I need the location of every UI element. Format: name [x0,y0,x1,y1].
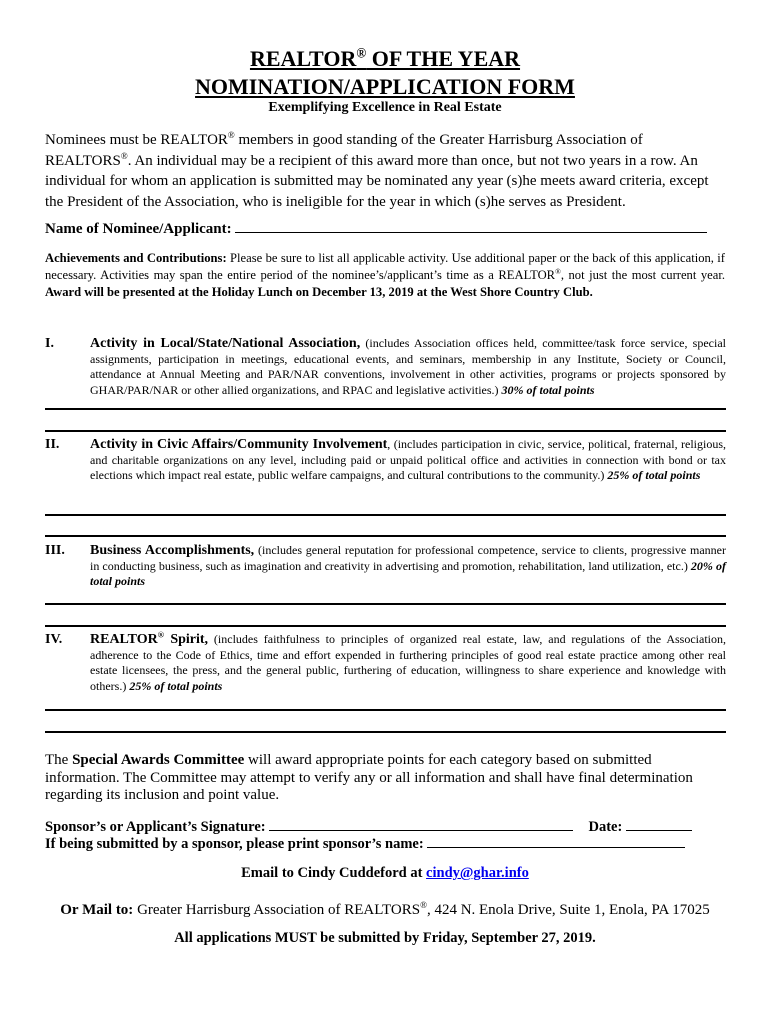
answer-line[interactable] [45,709,726,711]
section-description: Business Accomplishments, (includes general reputation for professional competence, service to clients, progressive manner in conducting business, such as imagination and creativity in advertising and promotion, rehabilitation, land utilization, etc.) 20% of total points [90,543,727,588]
sponsor-name-field[interactable] [427,833,685,848]
section-number: II. [45,437,60,452]
section-number: III. [45,543,65,558]
answer-line[interactable] [45,731,726,733]
date-label: Date: [588,819,623,835]
sponsor-name-label: If being submitted by a sponsor, please print sponsor’s name: [45,836,424,852]
answer-line[interactable] [45,625,726,627]
section-description: Activity in Civic Affairs/Community Involvement, (includes participation in civic, service, political, fraternal, religious, and charitable organizations on any level, including paid or unpaid political office and activities in connection with bond or tax elections which impact real estate, public welfare campaigns, and cultural contributions to the community.) 25% of total points [90,437,726,482]
section-points: 20% of total points [90,558,727,588]
submission-deadline: All applications MUST be submitted by Friday, September 27, 2019. [174,930,596,946]
nominee-name-label: Name of Nominee/Applicant: [45,221,232,237]
email-instruction: Email to Cindy Cuddeford at cindy@ghar.info [241,865,529,881]
eligibility-paragraph: Nominees must be REALTOR® members in good standing of the Greater Harrisburg Association of REALTORS®. An individual may be a recipient of this award more than once, but not two years in a row. An individual for whom an application is submitted may be nominated any year (s)he meets award criteria, except the President of the Association, who is ineligible for the year in which (s)he serves as President. [45,130,709,210]
registered-mark: ® [356,45,367,61]
answer-line[interactable] [45,430,726,432]
answer-line[interactable] [45,603,726,605]
date-field[interactable] [626,816,692,831]
nominee-name-row [45,218,725,238]
section-points: 25% of total points [607,468,701,482]
section-description: Activity in Local/State/National Association, (includes Association offices held, committee/task force service, special assignments, participation in meetings, educational events, and seminars, membership in any Institute, Society or Council, attendance at Annual Meeting and PAR/NAR conventions, involvement in other activities, programs or projects sponsored by GHAR/PAR/NAR or other allied organizations, and RPAC and legislative activities.) 30% of total points [90,336,727,397]
mail-instruction: Or Mail to: Greater Harrisburg Association of REALTORS®, 424 N. Enola Drive, Suite 1, Enola, PA 17025 [60,900,710,918]
section-description: REALTOR® Spirit, (includes faithfulness to principles of organized real estate, law, and regulations of the Association, adherence to the Code of Ethics, time and effort expended in furthering principles of good real estate practice among other real estate licensees, the press, and the general public, furthering of education, willingness to share experience and knowledge with others.) 25% of total points [90,630,726,693]
form-title-line1: REALTOR® OF THE YEAR [249,45,521,71]
section-number: IV. [45,632,63,647]
answer-line[interactable] [45,408,726,410]
form-subtitle: Exemplifying Excellence in Real Estate [268,100,502,115]
answer-line[interactable] [45,535,726,537]
sponsor-name-row [45,833,725,853]
award-presentation-note: Award will be presented at the Holiday Lunch on December 13, 2019 at the West Shore Country Club. [45,285,593,299]
section-number: I. [45,336,54,351]
email-link[interactable]: cindy@ghar.info [426,865,529,881]
form-title-line2: NOMINATION/APPLICATION FORM [195,74,575,99]
section-points: 30% of total points [501,382,595,397]
committee-paragraph: The Special Awards Committee will award appropriate points for each category based on submitted information. The Committee may attempt to verify any or all information and shall have final determination regarding its inclusion and point value. [45,752,693,803]
nominee-name-field[interactable] [235,218,707,233]
signature-label: Sponsor’s or Applicant’s Signature: [45,819,266,835]
achievements-paragraph: Achievements and Contributions: Please be sure to list all applicable activity. Use additional paper or the back of this application, if necessary. Activities may span the entire period of the nominee’s/applicant’s time as a REALTOR®, not just the most current year. Award will be presented at the Holiday Lunch on December 13, 2019 at the West Shore Country Club. [45,251,725,299]
signature-field[interactable] [269,816,573,831]
section-points: 25% of total points [129,678,223,693]
answer-line[interactable] [45,514,726,516]
